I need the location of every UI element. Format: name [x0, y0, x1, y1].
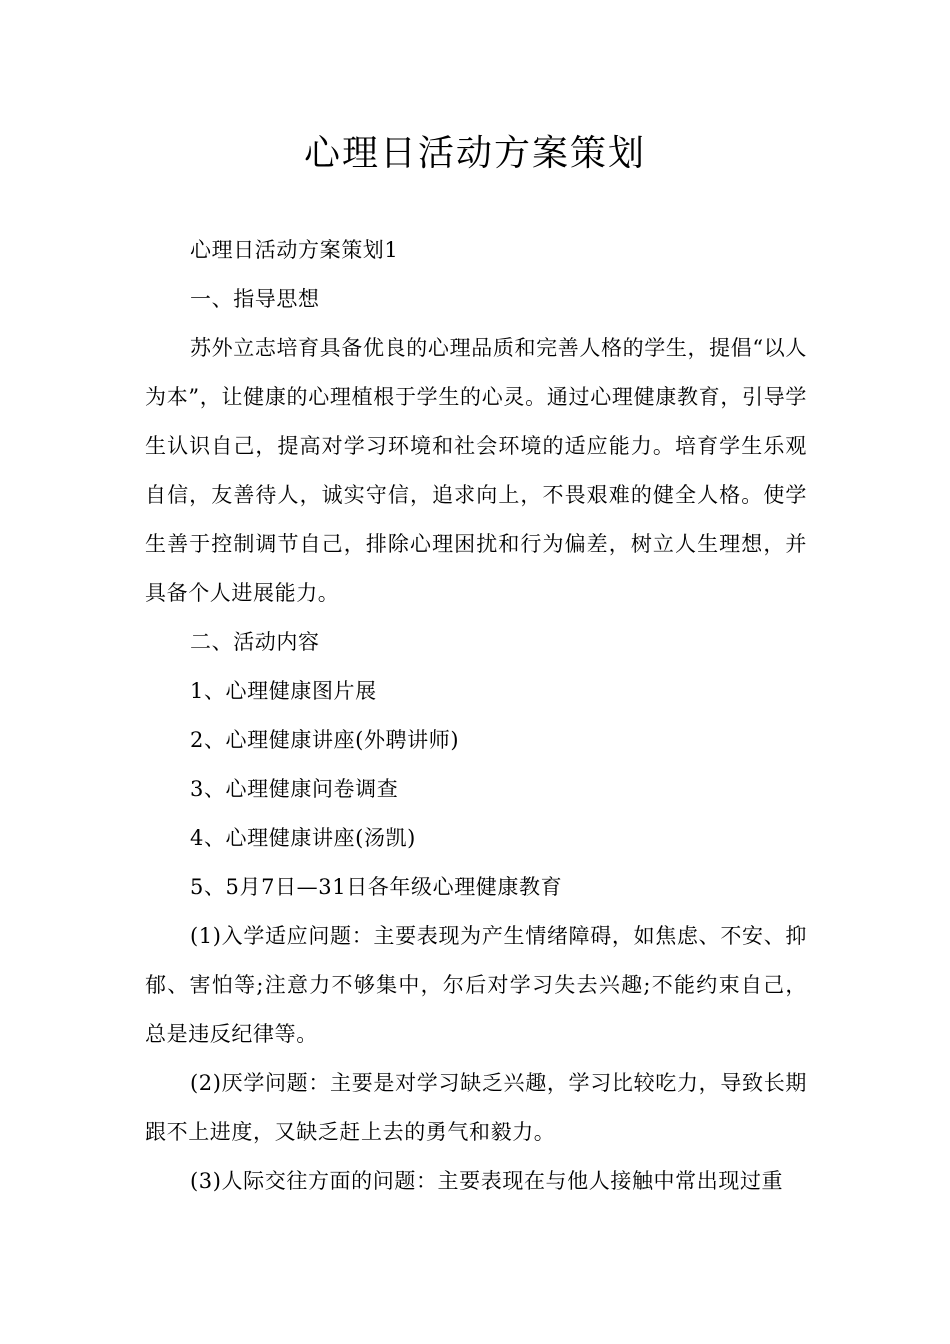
paragraph-item-2: (2)厌学问题：主要是对学习缺乏兴趣，学习比较吃力，导致长期跟不上进度，又缺乏赶上去的勇气和毅力。 — [145, 1071, 807, 1144]
list-item: 5、5月7日—31日各年级心理健康教育 — [190, 875, 563, 899]
paragraph-section-1: 一、指导思想 — [190, 287, 320, 311]
paragraph-heading: 心理日活动方案策划1 — [190, 238, 399, 262]
list-item: 1、心理健康图片展 — [190, 679, 377, 703]
document-body — [145, 226, 807, 1206]
paragraph-item-3: (3)人际交往方面的问题：主要表现在与他人接触中常出现过重 — [190, 1169, 784, 1193]
document-title: 心理日活动方案策划 — [303, 133, 646, 174]
list-item: 3、心理健康问卷调查 — [190, 777, 399, 801]
paragraph-guiding-ideology: 苏外立志培育具备优良的心理品质和完善人格的学生，提倡“以人为本”，让健康的心理植根于学生的心灵。通过心理健康教育，引导学生认识自己，提高对学习环境和社会环境的适应能力。培育学生乐观自信，友善待人，诚实守信，追求向上，不畏艰难的健全人格。使学生善于控制调节自己，排除心理困扰和行为偏差，树立人生理想，并具备个人进展能力。 — [145, 336, 807, 605]
paragraph-item-1: (1)入学适应问题：主要表现为产生情绪障碍，如焦虑、不安、抑郁、害怕等;注意力不够集中，尔后对学习失去兴趣;不能约束自己，总是违反纪律等。 — [145, 924, 807, 1046]
paragraph-section-2: 二、活动内容 — [190, 630, 320, 654]
list-item: 2、心理健康讲座(外聘讲师) — [190, 728, 460, 752]
list-item: 4、心理健康讲座(汤凯) — [190, 826, 416, 850]
